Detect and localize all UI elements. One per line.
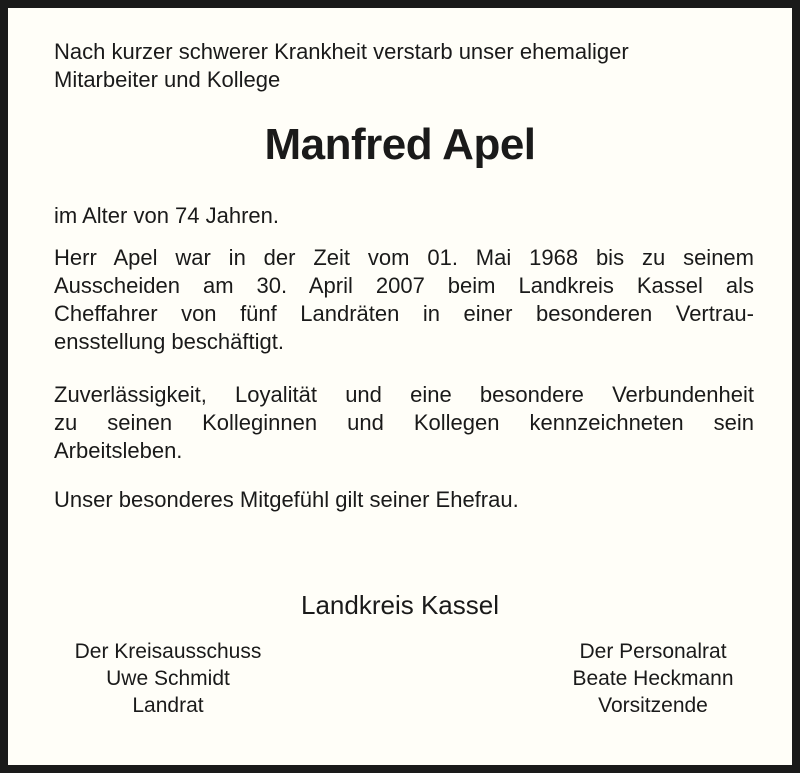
paragraph-career-line: ensstellung beschäftigt.	[54, 329, 284, 354]
signature-role: Vorsitzende	[598, 694, 708, 717]
signature-left	[38, 638, 298, 719]
age-line: im Alter von 74 Jahren.	[54, 203, 280, 228]
signature-name: Uwe Schmidt	[106, 667, 230, 690]
paragraph-character-line: Arbeitsleben.	[54, 438, 183, 463]
paragraph-character-line: zu seinen Kolleginnen und Kollegen kennzeichneten sein	[54, 410, 754, 435]
signature-role: Landrat	[132, 694, 204, 717]
intro-line-1: Nach kurzer schwerer Krankheit verstarb unser ehemaliger	[54, 39, 629, 64]
signature-body: Der Personalrat	[579, 640, 727, 663]
paragraph-career-line: Cheffahrer von fünf Landräten in einer besonderen Vertrau-	[54, 301, 754, 326]
signature-body: Der Kreisausschuss	[74, 640, 262, 663]
paragraph-condolence: Unser besonderes Mitgefühl gilt seiner Ehefrau.	[54, 487, 519, 512]
paragraph-character	[54, 381, 754, 465]
intro-text	[54, 38, 754, 94]
organization-name: Landkreis Kassel	[301, 590, 499, 620]
paragraph-career-line: Ausscheiden am 30. April 2007 beim Landkreis Kassel als	[54, 273, 754, 298]
signature-name: Beate Heckmann	[572, 667, 734, 690]
paragraph-career-line: Herr Apel war in der Zeit vom 01. Mai 1968 bis zu seinem	[54, 245, 754, 270]
signature-right	[523, 638, 783, 719]
paragraph-career	[54, 244, 754, 356]
intro-line-2: Mitarbeiter und Kollege	[54, 67, 281, 92]
paragraph-character-line: Zuverlässigkeit, Loyalität und eine besondere Verbundenheit	[54, 382, 754, 407]
deceased-name: Manfred Apel	[264, 120, 536, 169]
